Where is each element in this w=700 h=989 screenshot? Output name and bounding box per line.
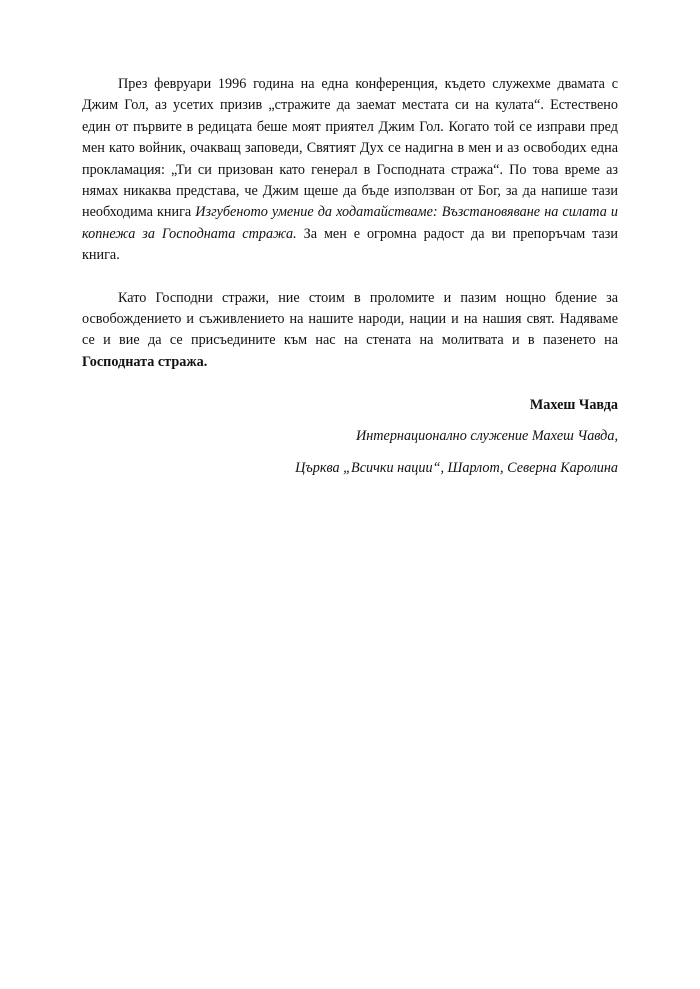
paragraph-conference-text: През февруари 1996 година на една конференция, където служехме двамата с Джим Гол, аз усетих призив „стражите да заемат местата си на кулата“. Естествено един от първите в редицата беше моят приятел Джим Гол. Когато той се изправи пред мен като войник, очакващ заповеди, Святият Дух се надигна в мен и аз освободих една прокламация: „Ти си призован като генерал в Господната стража“. По това време аз нямах никаква представа, че Джим щеше да бъде използван от Бог, за да напише тази необходима книга [82, 76, 618, 221]
paragraph-watchmen [82, 288, 618, 374]
signature-block [82, 395, 618, 479]
affiliation-ministry: Интернационално служение Махеш Чавда, [356, 428, 618, 445]
lords-watch-bold: Господната стража. [82, 353, 208, 370]
document-page [82, 74, 618, 479]
author-name: Махеш Чавда [529, 397, 618, 414]
paragraph-conference-closing: За мен е огромна радост да ви препоръчам тази книга. [82, 225, 618, 264]
affiliation-church: Църква „Всички нации“, Шарлот, Северна Каролина [295, 460, 618, 477]
book-title: Изгубеното умение да ходатайстваме: Възстановяване на силата и копнежа за Господната стража. [82, 204, 618, 242]
paragraph-conference [82, 74, 618, 267]
paragraph-watchmen-text: Като Господни стражи, ние стоим в проломите и пазим нощно бдение за освобождението и съживлението на нашите народи, нации и на нашия свят. Надяваме се и вие да се присъедините към нас на стената на молитвата и в пазенето на [82, 289, 618, 349]
